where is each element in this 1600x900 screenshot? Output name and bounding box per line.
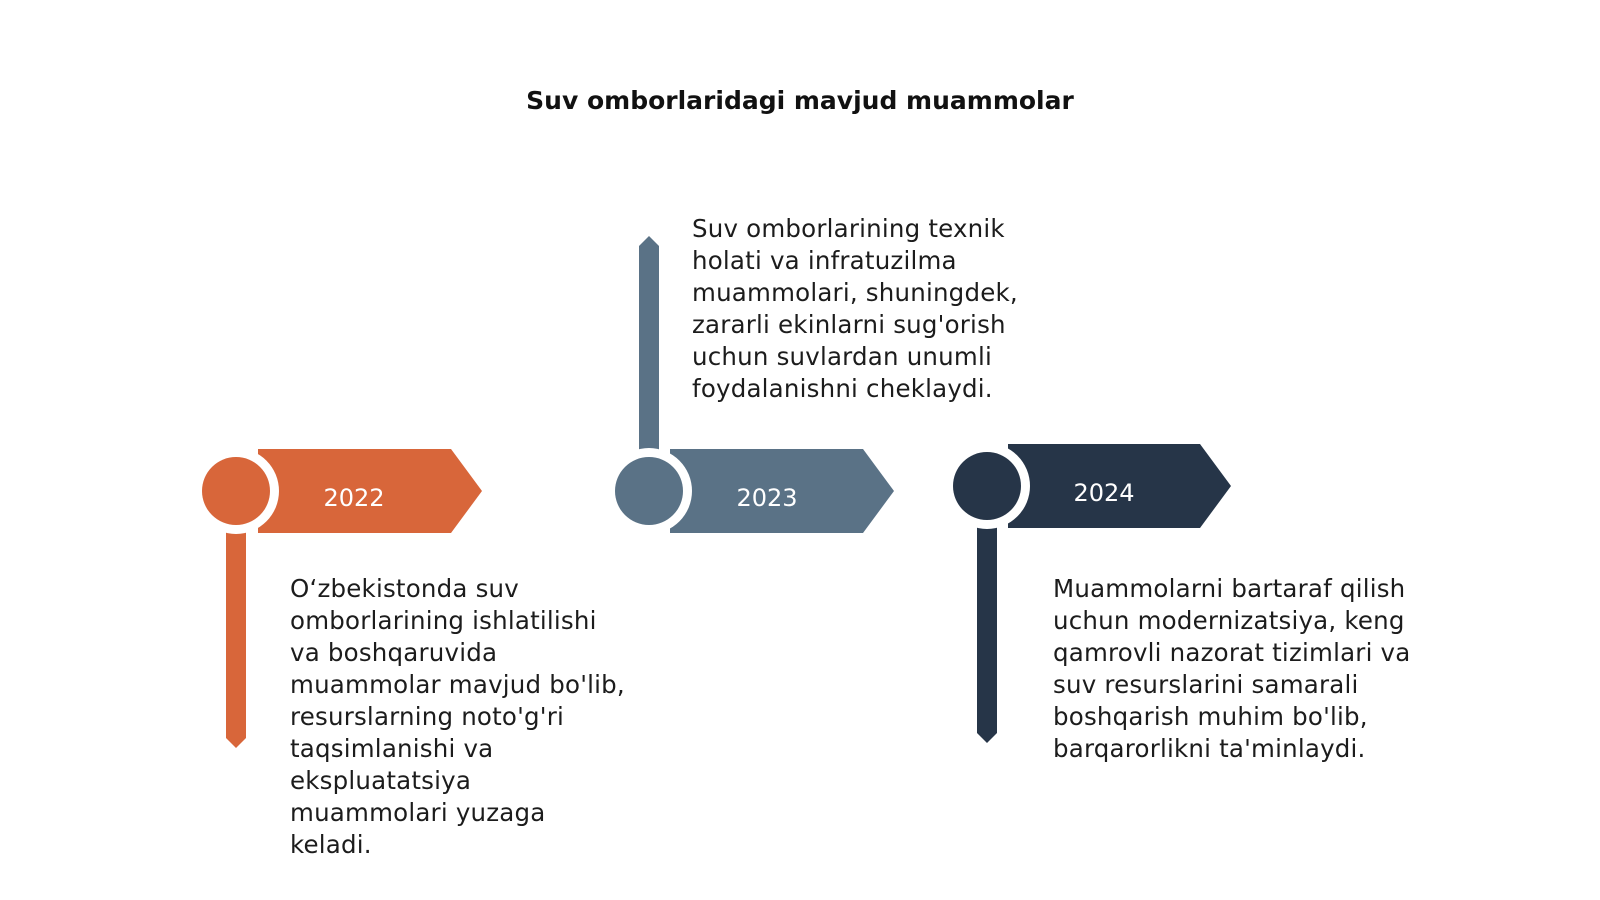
milestone-2023-description: Suv omborlarining texnik holati va infratuzilma muammolari, shuningdek, zararli ekinlarni sug'orish uchun suvlardan unumli foydalanishni cheklaydi. [692,214,1018,403]
milestone-2024-description: Muammolarni bartaraf qilish uchun modernizatsiya, keng qamrovli nazorat tizimlari va suv resurslarini samarali boshqarish muhim bo'lib, barqarorlikni ta'minlaydi. [1053,574,1411,763]
milestone-2023-marker [615,457,683,525]
milestone-2023-stem [639,246,659,452]
milestone-2024-marker [953,452,1021,520]
page-title: Suv omborlaridagi mavjud muammolar [526,86,1074,115]
milestone-2024-stem [977,523,997,733]
milestone-2024-year: 2024 [1073,479,1135,507]
milestone-2022-year: 2022 [323,484,385,512]
milestone-2022-stem-tip [226,738,246,748]
milestone-2022-marker [202,457,270,525]
milestone-2023-stem-tip [639,236,659,246]
milestone-2022-description: O‘zbekistonda suv omborlarining ishlatilishi va boshqaruvida muammolar mavjud bo'lib, resurslarning noto'g'ri taqsimlanishi va ekspluatatsiya muammolari yuzaga keladi. [290,574,625,859]
milestone-2023-year: 2023 [736,484,798,512]
milestone-2022-stem [226,528,246,738]
milestone-2024-stem-tip [977,733,997,743]
